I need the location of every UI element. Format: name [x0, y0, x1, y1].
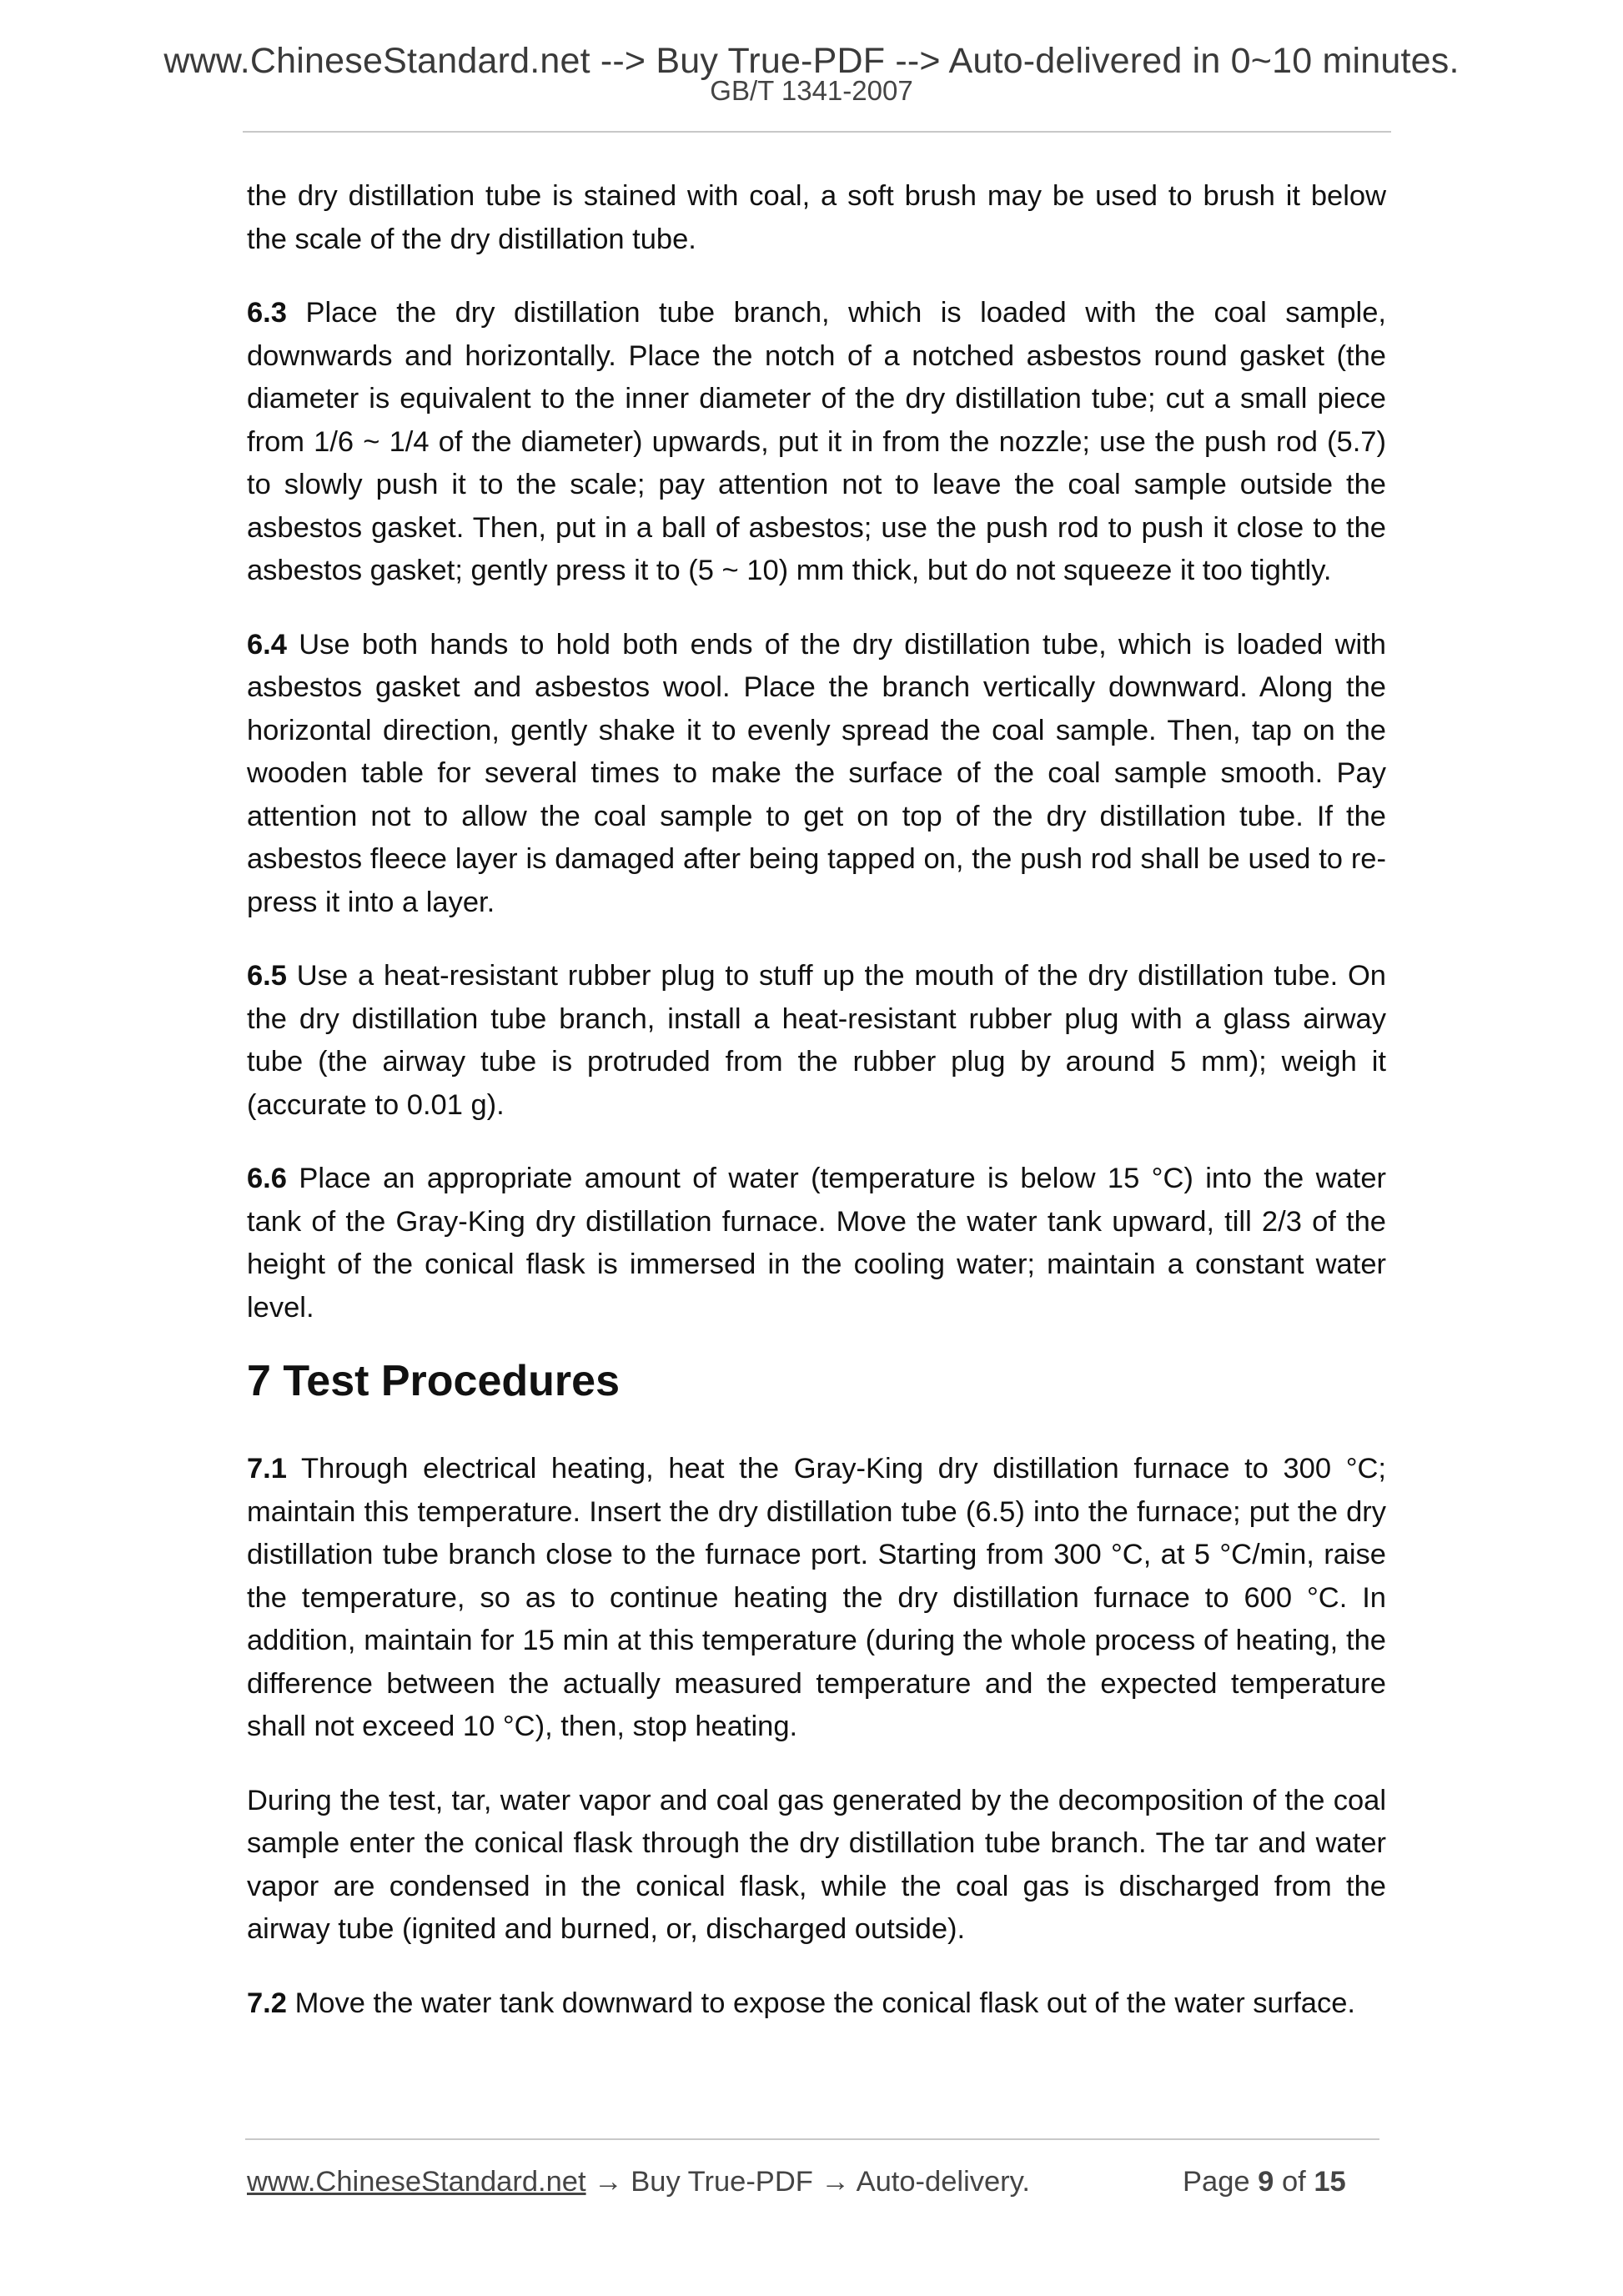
- intro-paragraph: the dry distillation tube is stained with coal, a soft brush may be used to brush it below the scale of the dry distillation tube.: [247, 180, 1386, 255]
- clause-text: Use both hands to hold both ends of the dry distillation tube, which is loaded with asbestos gasket and asbestos wool. Place the branch vertically downward. Along the horizontal direction, gently shake it to evenly spread the coal sample. Then, tap on the wooden table for several times to make the surface of the coal sample smooth. Pay attention not to allow the coal sample to get on top of the dry distillation tube. If the asbestos fleece layer is damaged after being tapped on, the push rod shall be used to re-press it into a layer.: [247, 628, 1386, 918]
- clause-number: 6.6: [247, 1163, 287, 1194]
- page-indicator: [1183, 2168, 1346, 2197]
- clause-text: Place the dry distillation tube branch, which is loaded with the coal sample, downwards and horizontally. Place the notch of a notched asbestos round gasket (the diameter is equivalent to the inner diameter of the dry distillation tube; cut a small piece from 1/6 ~ 1/4 of the diameter) upwards, put it in from the nozzle; use the push rod (5.7) to slowly push it to the scale; pay attention not to leave the coal sample outside the asbestos gasket. Then, put in a ball of asbestos; use the push rod to push it close to the asbestos gasket; gently press it to (5 ~ 10) mm thick, but do not squeeze it too tightly.: [247, 297, 1386, 586]
- page-body: [247, 175, 1386, 2056]
- clause-6-3: [247, 292, 1386, 593]
- clause-text: Place an appropriate amount of water (temperature is below 15 °C) into the water tank of the Gray-King dry distillation furnace. Move the water tank upward, till 2/3 of the height of the conical flask is immersed in the cooling water; maintain a constant water level.: [247, 1163, 1387, 1324]
- clause-7-1: [247, 1448, 1386, 1749]
- clause-number: 6.4: [247, 628, 287, 661]
- clause-text: Through electrical heating, heat the Gray-King dry distillation furnace to 300 °C; maintain this temperature. Insert the dry distillation tube (6.5) into the furnace; put the dry distillation tube branch close to the furnace port. Starting from 300 °C, at 5 °C/min, raise the temperature, so as to continue heating the dry distillation furnace to 600 °C. In addition, maintain for 15 min at this temperature (during the whole process of heating, the difference between the actually measured temperature and the expected temperature shall not exceed 10 °C), then, stop heating.: [247, 1453, 1386, 1742]
- header-divider: [243, 131, 1391, 133]
- clause-6-4: [247, 624, 1386, 925]
- section-7-heading: 7 Test Procedures: [247, 1357, 621, 1405]
- clause-text: Move the water tank downward to expose the conical flask out of the water surface.: [294, 1987, 1355, 2019]
- clause-number: 7.2: [247, 1987, 287, 2019]
- header-banner: www.ChineseStandard.net --> Buy True-PDF --> Auto-delivered in 0~10 minutes.: [163, 41, 1460, 81]
- clause-6-6: [247, 1158, 1386, 1329]
- standard-code: GB/T 1341-2007: [710, 75, 913, 106]
- clause-number: 7.1: [247, 1453, 287, 1485]
- clause-number: 6.5: [247, 960, 287, 992]
- page-total: 15: [1314, 2166, 1346, 2198]
- footer-promo: [247, 2168, 1030, 2197]
- footer-tagline: → Buy True-PDF → Auto-delivery.: [585, 2166, 1030, 2198]
- clause-text: Use a heat-resistant rubber plug to stuff up the mouth of the dry distillation tube. On the dry distillation tube branch, install a heat-resistant rubber plug with a glass airway tube (the airway tube is protruded from the rubber plug by around 5 mm); weigh it (accurate to 0.01 g).: [247, 960, 1386, 1121]
- page-label: Page: [1183, 2166, 1250, 2198]
- page-current: 9: [1258, 2166, 1274, 2198]
- footer-divider: [245, 2138, 1379, 2140]
- page-of: of: [1281, 2166, 1306, 2198]
- clause-6-5: [247, 955, 1386, 1127]
- clause-number: 6.3: [247, 297, 287, 329]
- clause-7-2: [247, 1982, 1386, 2026]
- footer-site-link[interactable]: www.ChineseStandard.net: [247, 2166, 586, 2198]
- clause-7-1-note: During the test, tar, water vapor and coal gas generated by the decomposition of the coal sample enter the conical flask through the dry distillation tube branch. The tar and water vapor are condensed in the conical flask, while the coal gas is discharged from the airway tube (ignited and burned, or, discharged outside).: [247, 1784, 1386, 1945]
